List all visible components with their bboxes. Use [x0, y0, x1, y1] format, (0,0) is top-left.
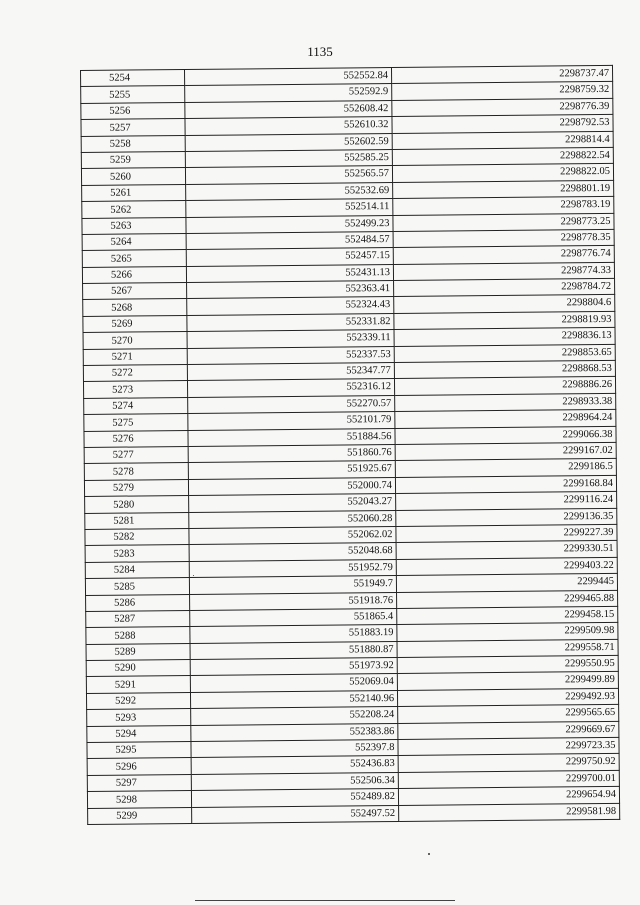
x-coordinate-cell: 552062.02	[189, 526, 396, 544]
x-coordinate-cell: 551860.76	[188, 444, 395, 462]
y-coordinate-cell: 2299700.01	[398, 770, 619, 789]
y-coordinate-cell: 2299669.67	[398, 721, 619, 740]
x-coordinate-cell: 552363.41	[187, 281, 394, 299]
point-id-cell: 5295	[87, 741, 191, 758]
point-id-cell: 5281	[85, 512, 189, 529]
x-coordinate-cell: 552347.77	[187, 363, 394, 381]
point-id-cell: 5271	[83, 348, 187, 365]
x-coordinate-cell: 551883.19	[190, 625, 397, 643]
page-number: 1135	[307, 44, 333, 59]
x-coordinate-cell: 552383.86	[191, 723, 398, 741]
point-id-cell: 5290	[86, 660, 190, 677]
y-coordinate-cell: 2299550.95	[397, 655, 618, 674]
point-id-cell: 5289	[86, 643, 190, 660]
y-coordinate-cell: 2299565.65	[398, 705, 619, 724]
x-coordinate-cell: 552489.82	[191, 789, 398, 807]
y-coordinate-cell: 2298868.53	[394, 360, 615, 379]
y-coordinate-cell: 2298801.19	[393, 180, 614, 199]
x-coordinate-cell: 552499.23	[186, 215, 393, 233]
x-coordinate-cell: 552069.04	[190, 674, 397, 692]
x-coordinate-cell: 552497.52	[192, 805, 399, 823]
point-id-cell: 5259	[81, 151, 185, 168]
scan-speck	[428, 853, 430, 855]
point-id-cell: 5283	[85, 545, 189, 562]
x-coordinate-cell: 552610.32	[185, 117, 392, 135]
x-coordinate-cell: 552270.57	[188, 395, 395, 413]
x-coordinate-cell: 552552.84	[184, 68, 391, 86]
y-coordinate-cell: 2298822.05	[392, 164, 613, 183]
x-coordinate-cell: 552506.34	[191, 772, 398, 790]
y-coordinate-cell: 2298964.24	[395, 410, 616, 429]
y-coordinate-cell: 2298784.72	[394, 278, 615, 297]
y-coordinate-cell: 2299723.35	[398, 737, 619, 756]
y-coordinate-cell: 2298778.35	[393, 229, 614, 248]
x-coordinate-cell: 552339.11	[187, 330, 394, 348]
point-id-cell: 5294	[87, 725, 191, 742]
y-coordinate-cell: 2298836.13	[394, 328, 615, 347]
scan-speck	[193, 575, 194, 576]
y-coordinate-cell: 2299186.5	[395, 459, 616, 478]
y-coordinate-cell: 2299581.98	[399, 803, 620, 822]
point-id-cell: 5269	[83, 315, 187, 332]
point-id-cell: 5263	[82, 217, 186, 234]
x-coordinate-cell: 551925.67	[188, 461, 395, 479]
x-coordinate-cell: 552337.53	[187, 346, 394, 364]
point-id-cell: 5292	[86, 692, 190, 709]
x-coordinate-cell: 552565.57	[185, 166, 392, 184]
y-coordinate-cell: 2299167.02	[395, 442, 616, 461]
point-id-cell: 5264	[82, 233, 186, 250]
x-coordinate-cell: 551949.7	[189, 576, 396, 594]
y-coordinate-cell: 2299136.35	[396, 508, 617, 527]
y-coordinate-cell: 2298853.65	[394, 344, 615, 363]
x-coordinate-cell: 551884.56	[188, 428, 395, 446]
point-id-cell: 5288	[86, 627, 190, 644]
x-coordinate-cell: 552043.27	[189, 494, 396, 512]
x-coordinate-cell: 552602.59	[185, 133, 392, 151]
point-id-cell: 5258	[81, 135, 185, 152]
point-id-cell: 5257	[81, 119, 185, 136]
x-coordinate-cell: 551952.79	[189, 559, 396, 577]
x-coordinate-cell: 552514.11	[186, 199, 393, 217]
point-id-cell: 5280	[85, 496, 189, 513]
point-id-cell: 5279	[84, 479, 188, 496]
y-coordinate-cell: 2298819.93	[394, 311, 615, 330]
point-id-cell: 5278	[84, 463, 188, 480]
y-coordinate-cell: 2299066.38	[395, 426, 616, 445]
point-id-cell: 5261	[82, 184, 186, 201]
point-id-cell: 5267	[83, 283, 187, 300]
y-coordinate-cell: 2299227.39	[396, 524, 617, 543]
y-coordinate-cell: 2298886.26	[394, 377, 615, 396]
x-coordinate-cell: 552436.83	[191, 756, 398, 774]
x-coordinate-cell: 552608.42	[185, 100, 392, 118]
y-coordinate-cell: 2298814.4	[392, 131, 613, 150]
y-coordinate-cell: 2298737.47	[391, 65, 612, 84]
point-id-cell: 5272	[83, 365, 187, 382]
y-coordinate-cell: 2299750.92	[398, 754, 619, 773]
y-coordinate-cell: 2298776.74	[393, 246, 614, 265]
point-id-cell: 5287	[86, 610, 190, 627]
point-id-cell: 5273	[83, 381, 187, 398]
point-id-cell: 5262	[82, 201, 186, 218]
y-coordinate-cell: 2299458.15	[397, 606, 618, 625]
point-id-cell: 5260	[81, 168, 185, 185]
y-coordinate-cell: 2298783.19	[393, 197, 614, 216]
y-coordinate-cell: 2299465.88	[397, 590, 618, 609]
point-id-cell: 5256	[81, 102, 185, 119]
x-coordinate-cell: 552484.57	[186, 231, 393, 249]
y-coordinate-cell: 2298804.6	[394, 295, 615, 314]
point-id-cell: 5275	[84, 414, 188, 431]
x-coordinate-cell: 552048.68	[189, 543, 396, 561]
y-coordinate-cell: 2299445	[396, 573, 617, 592]
y-coordinate-cell: 2298759.32	[392, 82, 613, 101]
y-coordinate-cell: 2298776.39	[392, 98, 613, 117]
point-id-cell: 5255	[81, 86, 185, 103]
y-coordinate-cell: 2299654.94	[398, 787, 619, 806]
x-coordinate-cell: 552431.13	[186, 264, 393, 282]
x-coordinate-cell: 552140.96	[190, 690, 397, 708]
point-id-cell: 5276	[84, 430, 188, 447]
x-coordinate-cell: 552000.74	[188, 477, 395, 495]
coordinates-table-wrapper	[80, 65, 617, 825]
y-coordinate-cell: 2299116.24	[396, 492, 617, 511]
x-coordinate-cell: 551880.87	[190, 641, 397, 659]
point-id-cell: 5274	[84, 397, 188, 414]
point-id-cell: 5286	[86, 594, 190, 611]
x-coordinate-cell: 552585.25	[185, 149, 392, 167]
x-coordinate-cell: 552060.28	[189, 510, 396, 528]
point-id-cell: 5296	[87, 758, 191, 775]
point-id-cell: 5284	[85, 561, 189, 578]
y-coordinate-cell: 2298773.25	[393, 213, 614, 232]
y-coordinate-cell: 2299509.98	[397, 623, 618, 642]
point-id-cell: 5291	[86, 676, 190, 693]
page-bottom-rule	[195, 900, 455, 901]
y-coordinate-cell: 2298774.33	[393, 262, 614, 281]
x-coordinate-cell: 552101.79	[188, 412, 395, 430]
x-coordinate-cell: 552331.82	[187, 313, 394, 331]
y-coordinate-cell: 2298933.38	[395, 393, 616, 412]
x-coordinate-cell: 551918.76	[190, 592, 397, 610]
x-coordinate-cell: 552592.9	[185, 84, 392, 102]
y-coordinate-cell: 2299499.89	[397, 672, 618, 691]
y-coordinate-cell: 2299330.51	[396, 541, 617, 560]
y-coordinate-cell: 2299168.84	[395, 475, 616, 494]
point-id-cell: 5299	[88, 807, 192, 824]
point-id-cell: 5277	[84, 446, 188, 463]
point-id-cell: 5298	[87, 791, 191, 808]
x-coordinate-cell: 552324.43	[187, 297, 394, 315]
point-id-cell: 5282	[85, 528, 189, 545]
point-id-cell: 5266	[82, 266, 186, 283]
y-coordinate-cell: 2299492.93	[397, 688, 618, 707]
x-coordinate-cell: 552532.69	[186, 182, 393, 200]
y-coordinate-cell: 2298792.53	[392, 115, 613, 134]
x-coordinate-cell: 552208.24	[191, 707, 398, 725]
x-coordinate-cell: 551973.92	[190, 658, 397, 676]
x-coordinate-cell: 551865.4	[190, 608, 397, 626]
point-id-cell: 5285	[85, 578, 189, 595]
point-id-cell: 5265	[82, 250, 186, 267]
y-coordinate-cell: 2298822.54	[392, 147, 613, 166]
table-body	[81, 65, 620, 824]
x-coordinate-cell: 552457.15	[186, 248, 393, 266]
point-id-cell: 5270	[83, 332, 187, 349]
y-coordinate-cell: 2299558.71	[397, 639, 618, 658]
x-coordinate-cell: 552316.12	[187, 379, 394, 397]
point-id-cell: 5297	[87, 774, 191, 791]
y-coordinate-cell: 2299403.22	[396, 557, 617, 576]
point-id-cell: 5293	[87, 709, 191, 726]
coordinates-table	[80, 65, 620, 825]
point-id-cell: 5254	[81, 69, 185, 86]
x-coordinate-cell: 552397.8	[191, 739, 398, 757]
point-id-cell: 5268	[83, 299, 187, 316]
